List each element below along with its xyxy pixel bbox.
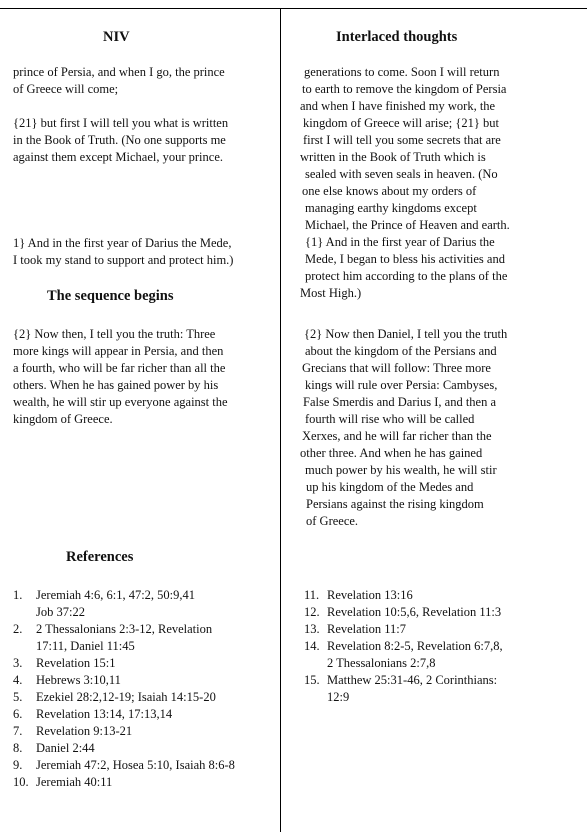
niv-paragraph-4: [13, 326, 228, 428]
column-divider: [280, 8, 281, 832]
reference-continuation: 17:11, Daniel 11:45: [36, 639, 135, 653]
reference-number: 11.: [304, 588, 320, 602]
reference-number: 13.: [304, 622, 320, 636]
text-line: False Smerdis and Darius I, and then a: [303, 395, 497, 409]
text-line: I took my stand to support and protect him.): [13, 253, 234, 267]
reference-text: Hebrews 3:10,11: [36, 673, 121, 687]
niv-paragraph-3: [13, 235, 233, 269]
reference-number: 5.: [13, 690, 23, 704]
reference-item: [13, 774, 235, 791]
top-rule: [0, 8, 587, 9]
reference-text: Revelation 9:13-21: [36, 724, 133, 738]
text-line: fourth will rise who will be called: [305, 412, 475, 426]
heading-interlaced: Interlaced thoughts: [336, 29, 458, 45]
text-line: Most High.): [300, 286, 362, 300]
reference-item: [304, 638, 503, 672]
text-line: {2} Now then Daniel, I tell you the truth: [304, 327, 508, 341]
text-line: Mede, I began to bless his activities and: [305, 252, 505, 266]
reference-continuation: 2 Thessalonians 2:7,8: [327, 656, 436, 670]
reference-item: [13, 621, 235, 655]
reference-number: 2.: [13, 622, 23, 636]
text-line: others. When he has gained power by his: [13, 378, 219, 392]
reference-number: 12.: [304, 605, 320, 619]
text-line: about the kingdom of the Persians and: [305, 344, 497, 358]
text-line: {1} And in the first year of Darius the: [305, 235, 495, 249]
reference-number: 15.: [304, 673, 320, 687]
text-line: Persians against the rising kingdom: [306, 497, 484, 511]
reference-text: Revelation 10:5,6, Revelation 11:3: [327, 605, 502, 619]
reference-text: Revelation 13:14, 17:13,14: [36, 707, 173, 721]
text-line: Michael, the Prince of Heaven and earth.: [305, 218, 510, 232]
text-line: prince of Persia, and when I go, the prince: [13, 65, 225, 79]
reference-item: [304, 621, 503, 638]
reference-item: [13, 689, 235, 706]
heading-niv: NIV: [103, 29, 130, 45]
reference-continuation: Job 37:22: [36, 605, 85, 619]
reference-text: Ezekiel 28:2,12-19; Isaiah 14:15-20: [36, 690, 216, 704]
text-line: Xerxes, and he will far richer than the: [302, 429, 492, 443]
reference-text: Jeremiah 40:11: [36, 775, 113, 789]
text-line: {21} but first I will tell you what is written: [13, 116, 229, 130]
reference-number: 3.: [13, 656, 23, 670]
text-line: 1} And in the first year of Darius the Mede,: [13, 236, 232, 250]
text-line: much power by his wealth, he will stir: [305, 463, 497, 477]
niv-paragraph-2: [13, 115, 228, 166]
reference-item: [304, 604, 503, 621]
reference-item: [13, 740, 235, 757]
reference-number: 14.: [304, 639, 320, 653]
reference-text: Matthew 25:31-46, 2 Corinthians:: [327, 673, 498, 687]
text-line: first I will tell you some secrets that are: [303, 133, 501, 147]
niv-paragraph-1: [13, 64, 225, 98]
text-line: kingdom of Greece will arise; {21} but: [303, 116, 499, 130]
text-line: in the Book of Truth. (No one supports me: [13, 133, 226, 147]
text-line: more kings will appear in Persia, and then: [13, 344, 224, 358]
reference-item: [304, 672, 503, 706]
reference-item: [13, 655, 235, 672]
reference-text: Revelation 15:1: [36, 656, 116, 670]
reference-item: [13, 757, 235, 774]
reference-number: 9.: [13, 758, 23, 772]
reference-text: Jeremiah 4:6, 6:1, 47:2, 50:9,41: [36, 588, 196, 602]
text-line: {2} Now then, I tell you the truth: Three: [13, 327, 216, 341]
reference-number: 4.: [13, 673, 23, 687]
reference-text: Daniel 2:44: [36, 741, 95, 755]
text-line: sealed with seven seals in heaven. (No: [305, 167, 498, 181]
text-line: written in the Book of Truth which is: [300, 150, 486, 164]
references-list-left: [13, 587, 235, 791]
reference-item: [13, 706, 235, 723]
text-line: one else knows about my orders of: [302, 184, 477, 198]
text-line: protect him according to the plans of the: [305, 269, 508, 283]
text-line: of Greece.: [306, 514, 359, 528]
reference-text: 2 Thessalonians 2:3-12, Revelation: [36, 622, 213, 636]
text-line: and when I have finished my work, the: [300, 99, 496, 113]
references-list-right: [304, 587, 503, 706]
text-line: against them except Michael, your prince.: [13, 150, 223, 164]
reference-item: [13, 723, 235, 740]
reference-number: 8.: [13, 741, 23, 755]
text-line: wealth, he will stir up everyone against the: [13, 395, 228, 409]
text-line: a fourth, who will be far richer than all the: [13, 361, 226, 375]
reference-text: Revelation 8:2-5, Revelation 6:7,8,: [327, 639, 503, 653]
reference-text: Jeremiah 47:2, Hosea 5:10, Isaiah 8:6-8: [36, 758, 235, 772]
interlaced-paragraph-2: [300, 326, 507, 530]
text-line: kings will rule over Persia: Cambyses,: [305, 378, 498, 392]
reference-item: [304, 587, 503, 604]
heading-references: References: [66, 549, 134, 565]
reference-number: 7.: [13, 724, 23, 738]
reference-item: [13, 672, 235, 689]
reference-number: 6.: [13, 707, 23, 721]
text-line: to earth to remove the kingdom of Persia: [302, 82, 507, 96]
text-line: other three. And when he has gained: [300, 446, 483, 460]
reference-continuation: 12:9: [327, 690, 350, 704]
text-line: kingdom of Greece.: [13, 412, 113, 426]
text-line: Grecians that will follow: Three more: [302, 361, 491, 375]
interlaced-paragraph-1: [300, 64, 510, 302]
text-line: up his kingdom of the Medes and: [306, 480, 474, 494]
text-line: managing earthy kingdoms except: [305, 201, 477, 215]
reference-number: 10.: [13, 775, 29, 789]
reference-number: 1.: [13, 588, 23, 602]
reference-text: Revelation 13:16: [327, 588, 413, 602]
reference-text: Revelation 11:7: [327, 622, 407, 636]
heading-sequence: The sequence begins: [47, 288, 174, 304]
text-line: generations to come. Soon I will return: [304, 65, 500, 79]
text-line: of Greece will come;: [13, 82, 119, 96]
reference-item: [13, 587, 235, 621]
